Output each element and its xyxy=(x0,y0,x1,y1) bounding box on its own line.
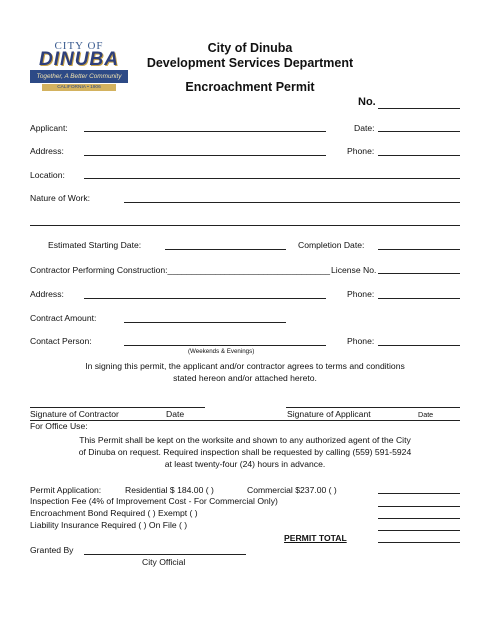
agreement-line-2: stated hereon and/or attached hereto. xyxy=(173,373,317,383)
office-notice-3: at least twenty-four (24) hours in advance. xyxy=(164,459,326,469)
permit-no-field[interactable] xyxy=(378,108,460,109)
liability-insurance-amount-field[interactable] xyxy=(378,530,460,531)
contact-person-label: Contact Person: xyxy=(30,336,92,346)
permit-total-label: PERMIT TOTAL xyxy=(284,533,347,543)
granted-by-field[interactable] xyxy=(84,554,246,555)
nature-of-work-field-2[interactable] xyxy=(30,225,460,226)
contact-person-field[interactable] xyxy=(124,345,326,346)
address-label: Address: xyxy=(30,146,64,156)
office-use-label: For Office Use: xyxy=(30,421,88,431)
completion-date-label: Completion Date: xyxy=(298,240,365,250)
license-no-field[interactable] xyxy=(378,273,460,274)
contact-phone-field[interactable] xyxy=(378,345,460,346)
encroachment-bond-amount-field[interactable] xyxy=(378,518,460,519)
phone-field[interactable] xyxy=(378,155,460,156)
logo-city-of: CITY OF xyxy=(54,40,104,52)
inspection-fee-label: Inspection Fee (4% of Improvement Cost - For Commercial Only) xyxy=(30,496,278,506)
contractor-label: Contractor Performing Construction:__________________________________ xyxy=(30,265,331,275)
contract-amount-label: Contract Amount: xyxy=(30,313,97,323)
encroachment-bond-label: Encroachment Bond Required ( ) Exempt ( ) xyxy=(30,508,198,518)
applicant-signature-field[interactable] xyxy=(286,407,460,408)
completion-date-field[interactable] xyxy=(378,249,460,250)
contractor-phone-label: Phone: xyxy=(347,289,375,299)
permit-no-label: No. xyxy=(358,96,376,108)
applicant-date-label: Date xyxy=(418,410,434,419)
agreement-line-1: In signing this permit, the applicant and/or contractor agrees to terms and conditions xyxy=(85,361,405,371)
inspection-fee-amount-field[interactable] xyxy=(378,506,460,507)
logo-name: DINUBA xyxy=(39,49,119,70)
contractor-address-field[interactable] xyxy=(84,298,326,299)
liability-insurance-label: Liability Insurance Required ( ) On File ( ) xyxy=(30,520,188,530)
estimated-start-label: Estimated Starting Date: xyxy=(48,240,142,250)
date-label: Date: xyxy=(354,123,375,133)
applicant-field[interactable] xyxy=(84,131,326,132)
permit-application-amount-field[interactable] xyxy=(378,493,460,494)
permit-total-field[interactable] xyxy=(378,542,460,543)
office-notice-1: This Permit shall be kept on the worksite and shown to any authorized agent of the City xyxy=(79,435,411,445)
commercial-fee-option[interactable]: Commercial $237.00 ( ) xyxy=(247,485,337,495)
department-title: Development Services Department xyxy=(146,56,354,70)
applicant-signature-label: Signature of Applicant xyxy=(287,409,371,419)
logo-tagline: Together, A Better Community xyxy=(30,70,128,83)
location-label: Location: xyxy=(30,170,65,180)
residential-fee-option[interactable]: Residential $ 184.00 ( ) xyxy=(125,485,214,495)
granted-by-label: Granted By xyxy=(30,545,74,555)
form-title: Encroachment Permit xyxy=(185,80,315,94)
nature-of-work-field[interactable] xyxy=(124,202,460,203)
logo-subline: CALIFORNIA • 1906 xyxy=(42,84,116,91)
estimated-start-field[interactable] xyxy=(165,249,286,250)
city-logo xyxy=(30,40,128,92)
contractor-signature-field[interactable] xyxy=(30,407,205,408)
contractor-date-label: Date xyxy=(166,409,185,419)
city-official-label: City Official xyxy=(142,557,186,567)
contractor-address-label: Address: xyxy=(30,289,64,299)
city-title: City of Dinuba xyxy=(207,41,293,55)
nature-of-work-label: Nature of Work: xyxy=(30,193,91,203)
contractor-signature-label: Signature of Contractor xyxy=(30,409,119,419)
location-field[interactable] xyxy=(84,178,460,179)
applicant-label: Applicant: xyxy=(30,123,68,133)
phone-label: Phone: xyxy=(347,146,375,156)
office-notice-2: of Dinuba on request. Required inspection shall be requested by calling (559) 591-5924 xyxy=(78,447,412,457)
contact-phone-label: Phone: xyxy=(347,336,375,346)
license-no-label: License No. xyxy=(331,265,377,275)
weekends-note: (Weekends & Evenings) xyxy=(188,348,255,355)
permit-application-label: Permit Application: xyxy=(30,485,102,495)
date-field[interactable] xyxy=(378,131,460,132)
contractor-phone-field[interactable] xyxy=(378,298,460,299)
address-field[interactable] xyxy=(84,155,326,156)
office-divider xyxy=(30,420,460,421)
contract-amount-field[interactable] xyxy=(124,322,286,323)
